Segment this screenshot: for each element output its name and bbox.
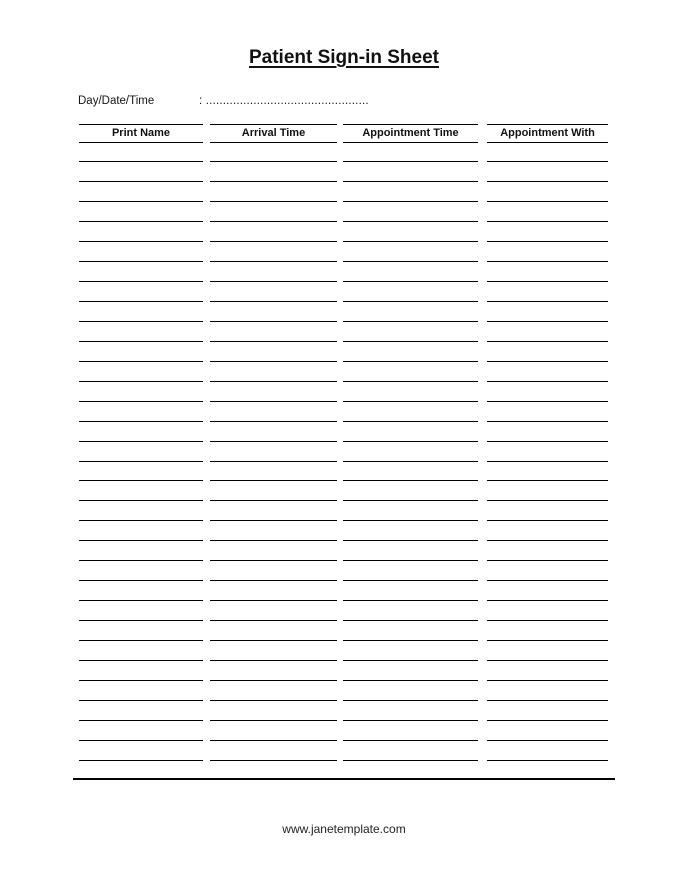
- table-row-line: [343, 701, 478, 721]
- table-row-line: [487, 501, 608, 521]
- table-row-line: [210, 561, 337, 581]
- table-row-line: [79, 282, 203, 302]
- table-row-line: [210, 601, 337, 621]
- table-row-line: [343, 541, 478, 561]
- table-column-arrival-time: [210, 124, 337, 761]
- table-row-line: [79, 182, 203, 202]
- column-header-appointment-time: Appointment Time: [343, 124, 478, 143]
- column-rows-arrival-time: [210, 143, 337, 761]
- table-row-line: [487, 322, 608, 342]
- table-row-line: [79, 402, 203, 422]
- table-row-line: [79, 442, 203, 462]
- table-row-line: [343, 462, 478, 482]
- table-column-print-name: [79, 124, 203, 761]
- table-row-line: [487, 182, 608, 202]
- table-row-line: [487, 143, 608, 163]
- table-column-appointment-time: [343, 124, 478, 761]
- table-row-line: [343, 681, 478, 701]
- table-row-line: [79, 501, 203, 521]
- table-bottom-rule: [73, 778, 615, 780]
- table-row-line: [343, 721, 478, 741]
- table-row-line: [79, 521, 203, 541]
- table-row-line: [343, 521, 478, 541]
- table-row-line: [487, 481, 608, 501]
- table-row-line: [343, 621, 478, 641]
- table-row-line: [343, 302, 478, 322]
- table-row-line: [210, 262, 337, 282]
- footer-link[interactable]: www.janetemplate.com: [282, 822, 406, 836]
- page-title: Patient Sign-in Sheet: [248, 47, 440, 68]
- column-header-arrival-time: Arrival Time: [210, 124, 337, 143]
- table-row-line: [79, 581, 203, 601]
- table-row-line: [343, 581, 478, 601]
- table-row-line: [343, 162, 478, 182]
- table-row-line: [79, 262, 203, 282]
- table-row-line: [487, 561, 608, 581]
- table-row-line: [487, 162, 608, 182]
- table-row-line: [79, 661, 203, 681]
- table-row-line: [343, 322, 478, 342]
- table-row-line: [487, 641, 608, 661]
- table-row-line: [210, 621, 337, 641]
- table-row-line: [79, 362, 203, 382]
- table-row-line: [487, 382, 608, 402]
- table-row-line: [343, 641, 478, 661]
- table-row-line: [343, 442, 478, 462]
- table-row-line: [210, 182, 337, 202]
- footer: [0, 822, 688, 836]
- table-row-line: [79, 462, 203, 482]
- table-row-line: [79, 541, 203, 561]
- table-row-line: [343, 402, 478, 422]
- table-row-line: [487, 721, 608, 741]
- table-row-line: [210, 462, 337, 482]
- table-row-line: [210, 481, 337, 501]
- table-row-line: [210, 342, 337, 362]
- table-row-line: [343, 601, 478, 621]
- table-row-line: [343, 661, 478, 681]
- table-row-line: [343, 182, 478, 202]
- table-row-line: [210, 521, 337, 541]
- column-header-appointment-with: Appointment With: [487, 124, 608, 143]
- column-rows-appointment-with: [487, 143, 608, 761]
- table-row-line: [79, 681, 203, 701]
- table-row-line: [343, 382, 478, 402]
- table-row-line: [343, 143, 478, 163]
- table-row-line: [79, 162, 203, 182]
- table-row-line: [487, 541, 608, 561]
- table-row-line: [79, 202, 203, 222]
- table-row-line: [487, 282, 608, 302]
- table-row-line: [487, 601, 608, 621]
- datetime-label: Day/Date/Time: [78, 95, 155, 107]
- table-row-line: [487, 422, 608, 442]
- table-row-line: [343, 561, 478, 581]
- table-row-line: [343, 362, 478, 382]
- table-row-line: [343, 342, 478, 362]
- table-row-line: [79, 721, 203, 741]
- table-row-line: [343, 741, 478, 761]
- table-row-line: [79, 342, 203, 362]
- table-row-line: [487, 362, 608, 382]
- table-row-line: [343, 202, 478, 222]
- table-row-line: [487, 402, 608, 422]
- table-row-line: [79, 701, 203, 721]
- table-row-line: [343, 222, 478, 242]
- table-row-line: [210, 541, 337, 561]
- table-row-line: [487, 681, 608, 701]
- table-row-line: [343, 422, 478, 442]
- table-row-line: [210, 681, 337, 701]
- table-row-line: [487, 342, 608, 362]
- table-row-line: [487, 222, 608, 242]
- table-row-line: [343, 242, 478, 262]
- table-row-line: [79, 242, 203, 262]
- table-row-line: [343, 481, 478, 501]
- table-row-line: [79, 222, 203, 242]
- table-row-line: [343, 262, 478, 282]
- table-row-line: [487, 262, 608, 282]
- datetime-dotted-line: : ................................................: [199, 95, 369, 107]
- table-row-line: [210, 641, 337, 661]
- table-row-line: [210, 701, 337, 721]
- table-row-line: [487, 442, 608, 462]
- column-rows-appointment-time: [343, 143, 478, 761]
- table-row-line: [210, 661, 337, 681]
- table-row-line: [79, 302, 203, 322]
- table-row-line: [210, 581, 337, 601]
- table-row-line: [210, 422, 337, 442]
- column-header-print-name: Print Name: [79, 124, 203, 143]
- table-row-line: [487, 741, 608, 761]
- table-row-line: [487, 242, 608, 262]
- table-row-line: [79, 741, 203, 761]
- table-row-line: [210, 402, 337, 422]
- table-row-line: [343, 282, 478, 302]
- table-row-line: [210, 362, 337, 382]
- table-row-line: [210, 741, 337, 761]
- table-row-line: [210, 322, 337, 342]
- table-row-line: [487, 621, 608, 641]
- table-row-line: [210, 442, 337, 462]
- table-row-line: [487, 462, 608, 482]
- table-row-line: [210, 222, 337, 242]
- signin-table: [79, 124, 608, 761]
- table-row-line: [79, 481, 203, 501]
- table-row-line: [343, 501, 478, 521]
- column-rows-print-name: [79, 143, 203, 761]
- table-row-line: [79, 382, 203, 402]
- table-row-line: [79, 422, 203, 442]
- datetime-row: [0, 94, 688, 110]
- table-row-line: [487, 521, 608, 541]
- table-row-line: [79, 621, 203, 641]
- table-row-line: [79, 322, 203, 342]
- table-row-line: [210, 202, 337, 222]
- table-row-line: [487, 581, 608, 601]
- table-row-line: [487, 701, 608, 721]
- table-row-line: [79, 143, 203, 163]
- table-row-line: [210, 302, 337, 322]
- table-row-line: [79, 601, 203, 621]
- table-row-line: [210, 382, 337, 402]
- table-column-appointment-with: [487, 124, 608, 761]
- table-row-line: [210, 242, 337, 262]
- table-row-line: [487, 661, 608, 681]
- table-row-line: [210, 501, 337, 521]
- table-row-line: [487, 302, 608, 322]
- table-row-line: [79, 561, 203, 581]
- table-row-line: [210, 721, 337, 741]
- table-row-line: [79, 641, 203, 661]
- table-row-line: [210, 282, 337, 302]
- table-row-line: [210, 143, 337, 163]
- table-row-line: [487, 202, 608, 222]
- table-row-line: [210, 162, 337, 182]
